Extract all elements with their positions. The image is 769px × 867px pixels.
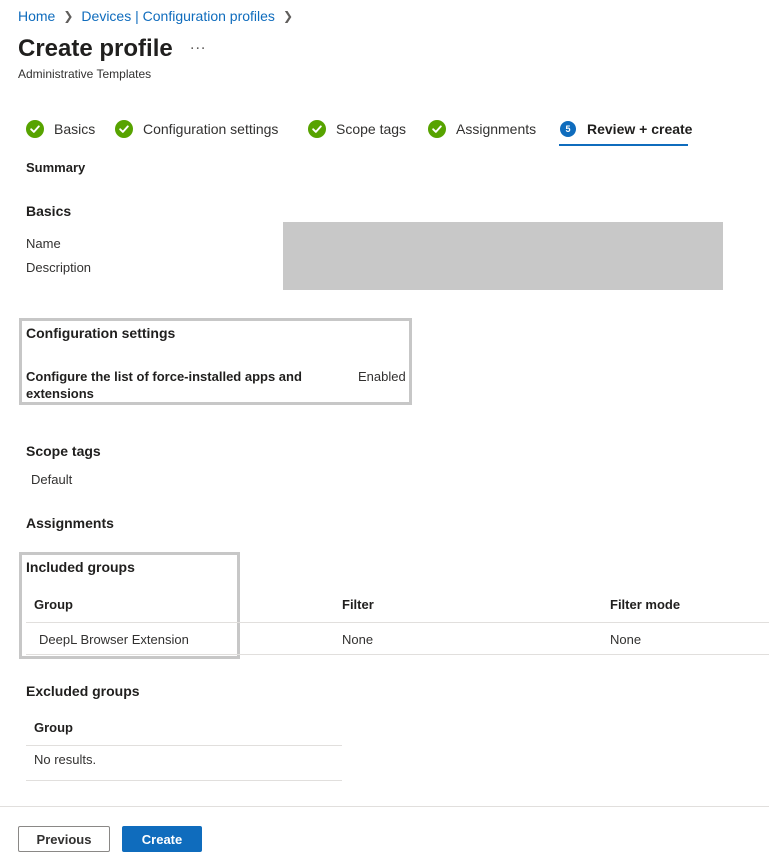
step-label: Basics [54, 121, 96, 137]
step-label: Review + create [587, 121, 693, 137]
scope-tag-value: Default [31, 472, 73, 487]
breadcrumb-devices-link[interactable]: Devices | Configuration profiles [81, 8, 275, 24]
breadcrumb-home-link[interactable]: Home [18, 8, 56, 24]
step-scope-tags[interactable] [308, 118, 406, 140]
excluded-groups-heading: Excluded groups [26, 683, 140, 699]
assignments-heading: Assignments [26, 515, 114, 531]
checkmark-icon [115, 120, 133, 138]
active-step-indicator [559, 144, 688, 146]
configuration-settings-heading: Configuration settings [26, 325, 176, 341]
page-title: Create profile [18, 35, 173, 62]
breadcrumb [18, 8, 301, 24]
empty-state-text: No results. [34, 752, 97, 767]
page-subtitle: Administrative Templates [18, 67, 152, 81]
step-label: Configuration settings [143, 121, 279, 137]
group-cell: DeepL Browser Extension [39, 632, 189, 647]
column-header-group: Group [34, 597, 73, 612]
column-header-group: Group [34, 720, 73, 735]
step-review-create[interactable] [560, 118, 692, 140]
table-divider [26, 780, 342, 781]
step-label: Assignments [456, 121, 537, 137]
table-divider [26, 745, 342, 746]
chevron-right-icon: ❯ [282, 9, 293, 23]
table-divider [26, 622, 769, 623]
checkmark-icon [308, 120, 326, 138]
setting-name: Configure the list of force-installed apps and extensions [26, 369, 302, 401]
create-button[interactable]: Create [122, 826, 202, 852]
description-label: Description [26, 260, 92, 275]
table-divider [26, 654, 769, 655]
step-configuration-settings[interactable] [115, 118, 278, 140]
step-assignments[interactable] [428, 118, 536, 140]
footer-divider [0, 806, 769, 807]
step-basics[interactable] [26, 118, 95, 140]
column-header-filter: Filter [342, 597, 374, 612]
previous-button[interactable]: Previous [18, 826, 110, 852]
basics-heading: Basics [26, 203, 72, 219]
more-options-icon[interactable]: ... [190, 36, 207, 53]
scope-tags-heading: Scope tags [26, 443, 101, 459]
chevron-right-icon: ❯ [63, 9, 74, 23]
filter-cell: None [342, 632, 374, 647]
name-label: Name [26, 236, 61, 251]
summary-heading: Summary [26, 160, 86, 175]
filter-mode-cell: None [610, 632, 642, 647]
step-number-badge: 5 [560, 121, 576, 137]
redacted-values [283, 222, 723, 290]
column-header-filter-mode: Filter mode [610, 597, 681, 612]
checkmark-icon [428, 120, 446, 138]
setting-value: Enabled [358, 369, 406, 384]
checkmark-icon [26, 120, 44, 138]
included-groups-heading: Included groups [26, 559, 135, 575]
step-label: Scope tags [336, 121, 407, 137]
